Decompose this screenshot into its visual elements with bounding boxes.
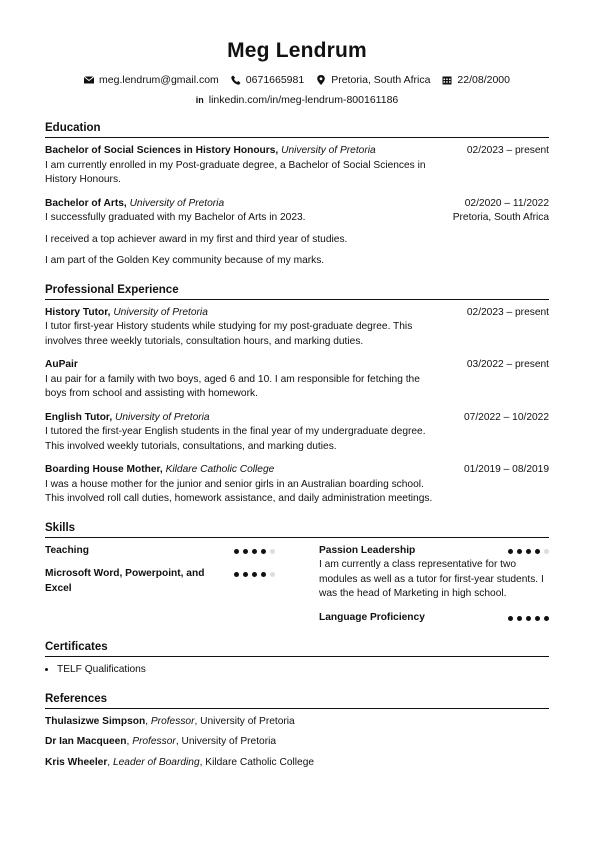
skill-item xyxy=(45,567,275,596)
description: I tutor first-year History students while studying for my post-graduate degree. This involves three weekly tutorials, consultation hours, and marking duties. xyxy=(45,321,413,347)
skill-dot-empty xyxy=(270,572,275,577)
contact-location xyxy=(316,73,430,87)
skill-dot-empty xyxy=(270,549,275,554)
education-entry xyxy=(45,144,549,188)
organization: University of Pretoria xyxy=(115,411,210,423)
reference-item: Kris Wheeler, Leader of Boarding, Kildare Catholic College xyxy=(45,756,315,768)
envelope-icon xyxy=(84,75,94,85)
contact-phone[interactable] xyxy=(231,73,304,87)
description: I was a house mother for the junior and senior girls in an Australian boarding school. This involved roll call duties, homework assistance, and daily administration meetings. xyxy=(45,478,433,504)
dates: 03/2022 – present xyxy=(466,359,549,370)
location-pin-icon xyxy=(316,75,326,85)
skill-dot-filled xyxy=(234,549,239,554)
description: I successfully graduated with my Bachelor of Arts in 2023. xyxy=(45,212,306,223)
reference-item: Thulasizwe Simpson, Professor, University of Pretoria xyxy=(45,715,295,727)
experience-entry xyxy=(45,411,549,455)
skills-right-column xyxy=(319,544,549,635)
description: I am currently enrolled in my Post-graduate degree, a Bachelor of Social Sciences in History Honours. xyxy=(45,159,426,185)
certificate-item: • TELF Qualifications xyxy=(57,663,549,678)
role: English Tutor, xyxy=(45,411,113,423)
linkedin-text: linkedin.com/in/meg-lendrum-800161186 xyxy=(208,94,399,106)
experience-heading: Professional Experience xyxy=(45,283,549,300)
contact-linkedin[interactable] xyxy=(196,93,399,107)
school: University of Pretoria xyxy=(129,197,225,209)
skill-dot-filled xyxy=(234,572,239,577)
phone-icon xyxy=(231,75,241,85)
education-heading: Education xyxy=(45,121,549,138)
skill-level xyxy=(508,611,549,621)
skill-dot-filled xyxy=(526,616,531,621)
dates: 02/2020 – 11/2022 xyxy=(464,197,549,209)
skill-dot-filled xyxy=(526,549,531,554)
email-text: meg.lendrum@gmail.com xyxy=(99,74,219,86)
contact-row xyxy=(45,73,549,87)
skill-dot-filled xyxy=(261,572,266,577)
dates: 02/2023 – present xyxy=(466,306,549,318)
description: I tutored the first-year English students in the final year of my undergraduate degree. This involved weekly tutorials, consultations, and marking duties. xyxy=(45,426,426,452)
contact-email[interactable] xyxy=(84,73,219,87)
description: I au pair for a family with two boys, aged 6 and 10. I am responsible for fetching the boys from school and assisting with homework. xyxy=(45,373,420,399)
skill-dot-filled xyxy=(252,572,257,577)
skill-dot-filled xyxy=(252,549,257,554)
reference-item: Dr Ian Macqueen, Professor, University of Pretoria xyxy=(45,736,277,747)
skill-dot-filled xyxy=(261,549,266,554)
skills-left-column xyxy=(45,544,275,635)
skill-dot-filled xyxy=(508,549,513,554)
experience-entry xyxy=(45,358,549,402)
skill-name: Passion Leadership xyxy=(319,544,416,556)
education-section xyxy=(45,121,549,269)
school: University of Pretoria xyxy=(281,145,376,156)
certificates-section xyxy=(45,640,549,678)
location: Pretoria, South Africa xyxy=(452,212,549,223)
location-text: Pretoria, South Africa xyxy=(331,74,431,86)
contact-row-2 xyxy=(45,93,549,107)
skill-dot-empty xyxy=(544,549,549,554)
phone-text: 0671665981 xyxy=(245,74,305,86)
dob-text: 22/08/2000 xyxy=(457,74,510,86)
skill-item xyxy=(45,544,275,559)
experience-entry xyxy=(45,463,549,507)
skill-name: Language Proficiency xyxy=(319,611,425,623)
skill-dot-filled xyxy=(508,616,513,621)
role: Boarding House Mother, xyxy=(45,464,163,475)
education-note: I am part of the Golden Key community because of my marks. xyxy=(45,255,325,266)
skill-dot-filled xyxy=(517,549,522,554)
certificates-heading: Certificates xyxy=(45,640,549,657)
skills-heading: Skills xyxy=(45,521,549,538)
organization: University of Pretoria xyxy=(113,306,208,318)
skill-dot-filled xyxy=(517,616,522,621)
dates: 02/2023 – present xyxy=(466,145,549,156)
calendar-icon xyxy=(442,75,452,85)
experience-entry xyxy=(45,306,549,350)
skill-description: I am currently a class representative for two modules as well as a tutor for first-year students. I was the head of Marketing in high school. xyxy=(319,559,544,599)
dates: 01/2019 – 08/2019 xyxy=(464,464,549,475)
skill-dot-filled xyxy=(535,549,540,554)
skill-level xyxy=(234,567,275,577)
degree: Bachelor of Arts, xyxy=(45,197,127,209)
skill-item xyxy=(319,544,549,602)
resume-page xyxy=(45,38,549,776)
organization: Kildare Catholic College xyxy=(165,464,275,475)
skill-name: Microsoft Word, Powerpoint, and Excel xyxy=(45,568,205,594)
skill-dot-filled xyxy=(243,549,248,554)
skill-item xyxy=(319,611,549,626)
references-section xyxy=(45,692,549,771)
linkedin-icon: in xyxy=(195,95,204,105)
skill-level xyxy=(508,544,549,554)
candidate-name: Meg Lendrum xyxy=(227,39,367,62)
skill-level xyxy=(234,544,275,554)
education-entry xyxy=(45,197,549,226)
experience-section xyxy=(45,283,549,507)
role: AuPair xyxy=(45,359,78,370)
dates: 07/2022 – 10/2022 xyxy=(464,411,549,423)
skill-name: Teaching xyxy=(45,544,89,556)
skill-dot-filled xyxy=(243,572,248,577)
contact-dob xyxy=(442,73,510,87)
skills-section xyxy=(45,521,549,635)
references-heading: References xyxy=(45,692,549,709)
role: History Tutor, xyxy=(45,306,111,318)
skill-dot-filled xyxy=(535,616,540,621)
education-note: I received a top achiever award in my first and third year of studies. xyxy=(45,233,348,245)
skill-dot-filled xyxy=(544,616,549,621)
degree: Bachelor of Social Sciences in History Honours, xyxy=(45,145,279,156)
